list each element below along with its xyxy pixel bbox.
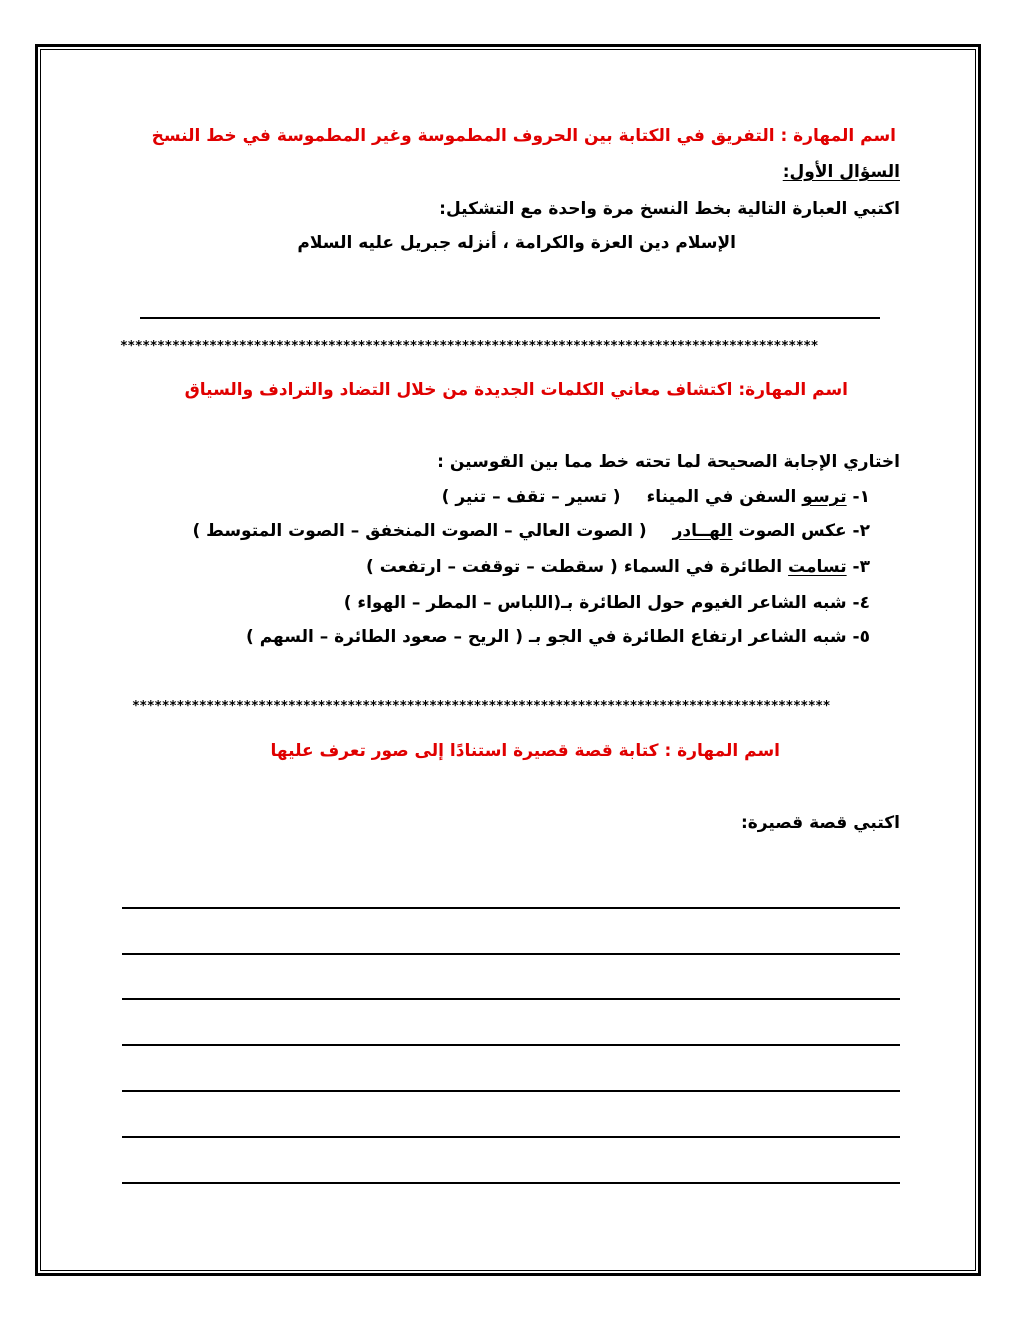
answer-choices: (اللباس – المطر – الهواء ) xyxy=(343,593,562,613)
story-line[interactable] xyxy=(122,998,900,1000)
question-item-3 xyxy=(366,557,870,577)
story-line[interactable] xyxy=(122,1044,900,1046)
story-line[interactable] xyxy=(122,907,900,909)
underlined-word: ترسو xyxy=(802,487,847,507)
underlined-word: تسامت xyxy=(788,557,847,577)
item-prefix: ٤- شبه الشاعر الغيوم حول الطائرة بـ xyxy=(561,593,870,613)
question-item-1 xyxy=(442,487,870,507)
skill-title-1: اسم المهارة : التفريق في الكتابة بين الحروف المطموسة وغير المطموسة في خط النسخ xyxy=(151,126,896,146)
answer-choices: ( سقطت – توقفت – ارتفعت ) xyxy=(366,557,618,577)
question-heading: السؤال الأول: xyxy=(782,162,900,182)
instruction-3: اكتبي قصة قصيرة: xyxy=(740,813,900,833)
separator-2: ********************************************************************************************** xyxy=(132,700,831,714)
skill-title-3: اسم المهارة : كتابة قصة قصيرة استنادًا إلى صور تعرف عليها xyxy=(270,741,780,761)
question-item-2 xyxy=(192,521,870,541)
skill-title-2: اسم المهارة: اكتشاف معاني الكلمات الجديدة من خلال التضاد والترادف والسياق xyxy=(184,380,848,400)
item-prefix: ٣- xyxy=(846,557,870,577)
copy-sentence: الإسلام دين العزة والكرامة ، أنزله جبريل عليه السلام xyxy=(297,233,736,253)
underlined-word: الهــادر xyxy=(672,521,733,541)
story-line[interactable] xyxy=(122,1182,900,1184)
item-rest: السفن في الميناء xyxy=(646,487,803,507)
answer-choices: ( الريح – صعود الطائرة – السهم ) xyxy=(246,627,524,647)
item-prefix: ١- xyxy=(846,487,870,507)
item-prefix: ٥- شبه الشاعر ارتفاع الطائرة في الجو بـ xyxy=(529,627,870,647)
answer-line[interactable] xyxy=(140,317,880,319)
question-item-4 xyxy=(344,593,870,613)
story-line[interactable] xyxy=(122,953,900,955)
question-item-5 xyxy=(246,627,870,647)
instruction-2: اختاري الإجابة الصحيحة لما تحته خط مما بين القوسين : xyxy=(437,452,900,472)
instruction-1: اكتبي العبارة التالية بخط النسخ مرة واحدة مع التشكيل: xyxy=(439,199,900,219)
item-prefix: ٢- عكس الصوت xyxy=(732,521,870,541)
separator-1: ********************************************************************************************** xyxy=(120,340,819,354)
answer-choices: ( الصوت العالي – الصوت المنخفق – الصوت المتوسط ) xyxy=(192,521,647,541)
story-line[interactable] xyxy=(122,1136,900,1138)
story-line[interactable] xyxy=(122,1090,900,1092)
item-rest: الطائرة في السماء xyxy=(623,557,789,577)
answer-choices: ( تسير – تقف – تنير ) xyxy=(441,487,621,507)
